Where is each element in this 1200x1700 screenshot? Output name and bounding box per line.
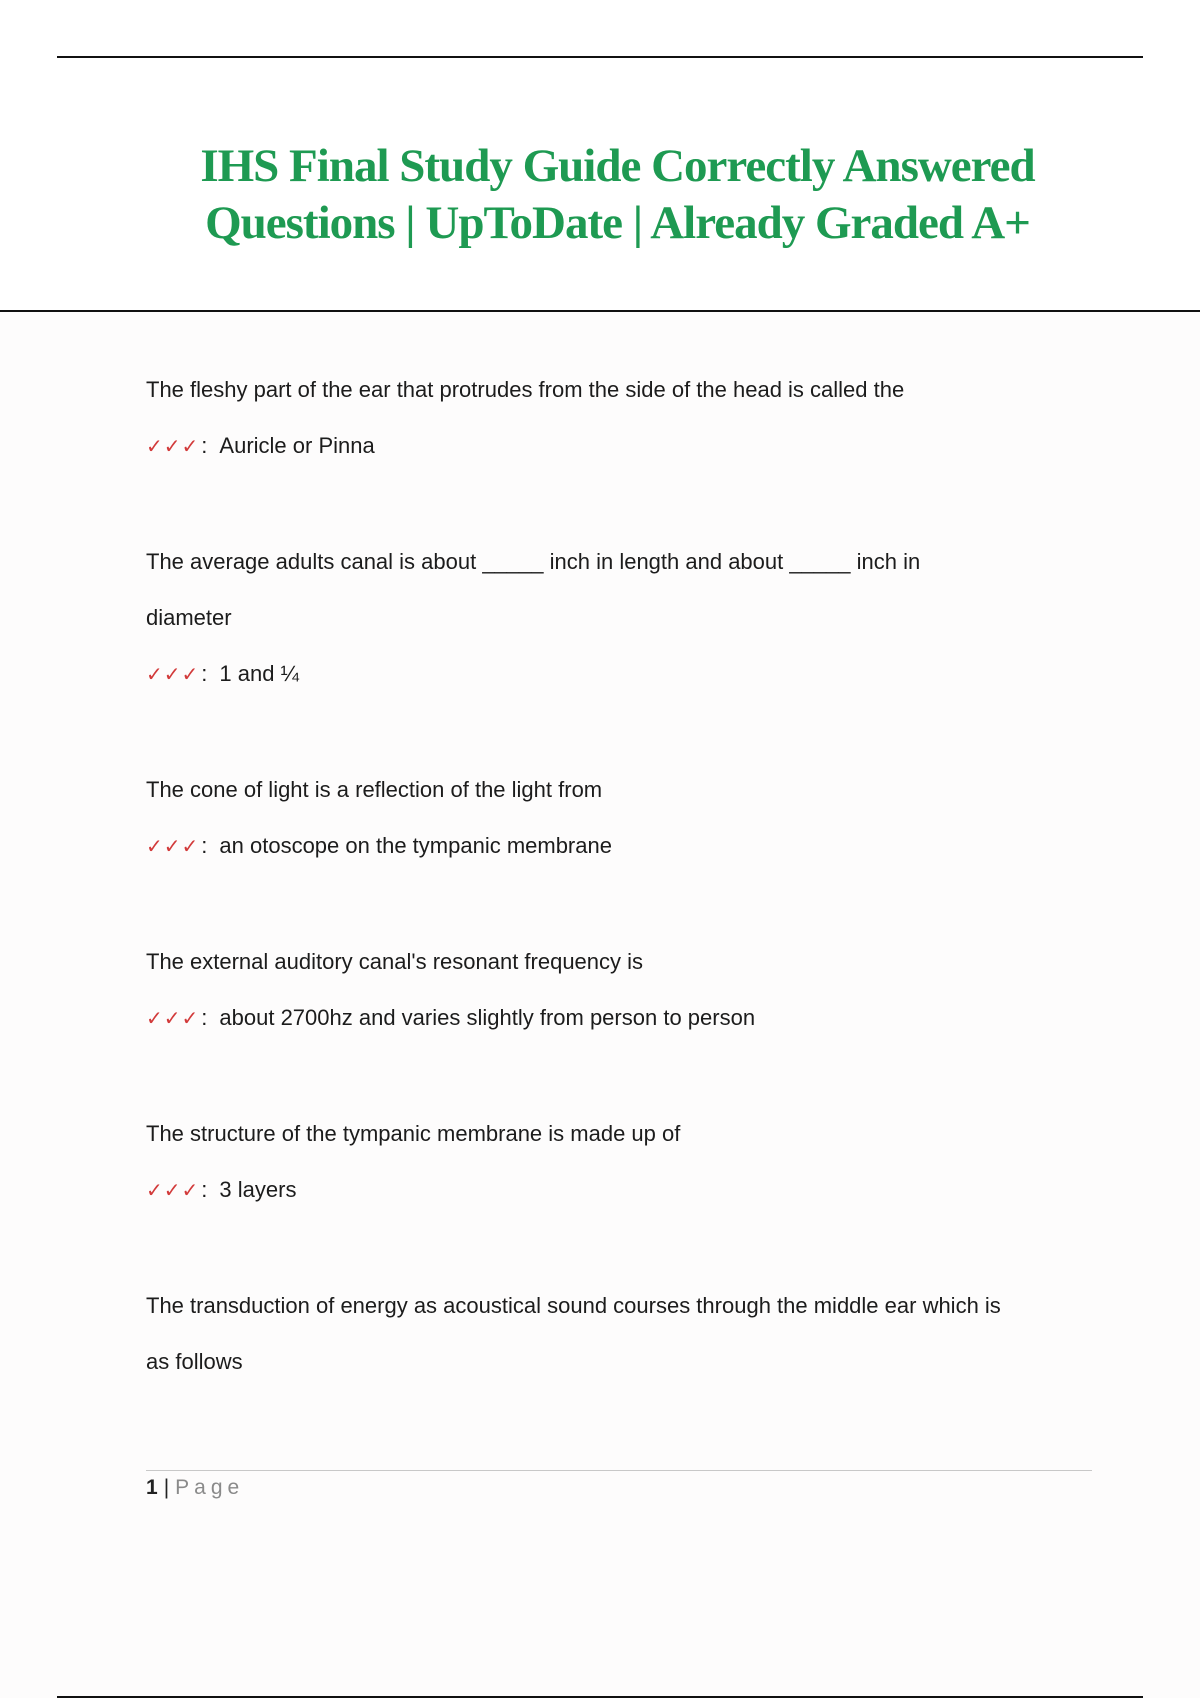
- bottom-rule: [57, 1696, 1143, 1698]
- qa-item-1: [146, 362, 1106, 474]
- answer-text: Auricle or Pinna: [219, 433, 375, 458]
- answer-row: [146, 1162, 1106, 1218]
- answer-text: an otoscope on the tympanic membrane: [219, 833, 612, 858]
- title-line-1: IHS Final Study Guide Correctly Answered: [200, 140, 1035, 192]
- answer-text: about 2700hz and varies slightly from person to person: [219, 1005, 756, 1030]
- top-rule: [57, 56, 1143, 58]
- checkmark-icon: ✓✓✓: [146, 662, 200, 686]
- question-text: The average adults canal is about _____ inch in length and about _____ inch in: [146, 549, 921, 574]
- answer-text: 3 layers: [219, 1177, 297, 1202]
- answer-separator: :: [201, 661, 208, 686]
- checkmark-icon: ✓✓✓: [146, 1178, 200, 1202]
- answer-row: [146, 646, 1106, 702]
- page-label: Page: [175, 1476, 245, 1499]
- qa-item-6: [146, 1278, 1106, 1390]
- checkmark-icon: ✓✓✓: [146, 434, 200, 458]
- question-text-continued: as follows: [146, 1349, 243, 1374]
- answer-row: [146, 418, 1106, 474]
- title-line-2: Questions | UpToDate | Already Graded A+: [205, 197, 1030, 249]
- page-number: 1: [146, 1476, 158, 1499]
- document-title: [0, 138, 1200, 252]
- answer-separator: :: [201, 433, 208, 458]
- qa-item-5: [146, 1106, 1106, 1218]
- answer-text: 1 and ¼: [219, 661, 299, 686]
- footer-separator: |: [163, 1476, 170, 1499]
- answer-separator: :: [201, 1177, 208, 1202]
- question-text: The external auditory canal's resonant frequency is: [146, 949, 644, 974]
- qa-item-4: [146, 934, 1106, 1046]
- answer-separator: :: [201, 833, 208, 858]
- question-text: The transduction of energy as acoustical sound courses through the middle ear which is: [146, 1293, 1001, 1318]
- answer-row: [146, 818, 1106, 874]
- answer-separator: :: [201, 1005, 208, 1030]
- checkmark-icon: ✓✓✓: [146, 834, 200, 858]
- checkmark-icon: ✓✓✓: [146, 1006, 200, 1030]
- question-text: The fleshy part of the ear that protrudes from the side of the head is called the: [146, 377, 905, 402]
- page-footer: [146, 1474, 244, 1502]
- qa-list: [146, 362, 1106, 1450]
- qa-item-3: [146, 762, 1106, 874]
- question-text-continued: diameter: [146, 605, 232, 630]
- question-text: The structure of the tympanic membrane is made up of: [146, 1121, 681, 1146]
- qa-item-2: [146, 534, 1106, 702]
- footer-divider: [146, 1470, 1092, 1471]
- question-text: The cone of light is a reflection of the light from: [146, 777, 603, 802]
- answer-row: [146, 990, 1106, 1046]
